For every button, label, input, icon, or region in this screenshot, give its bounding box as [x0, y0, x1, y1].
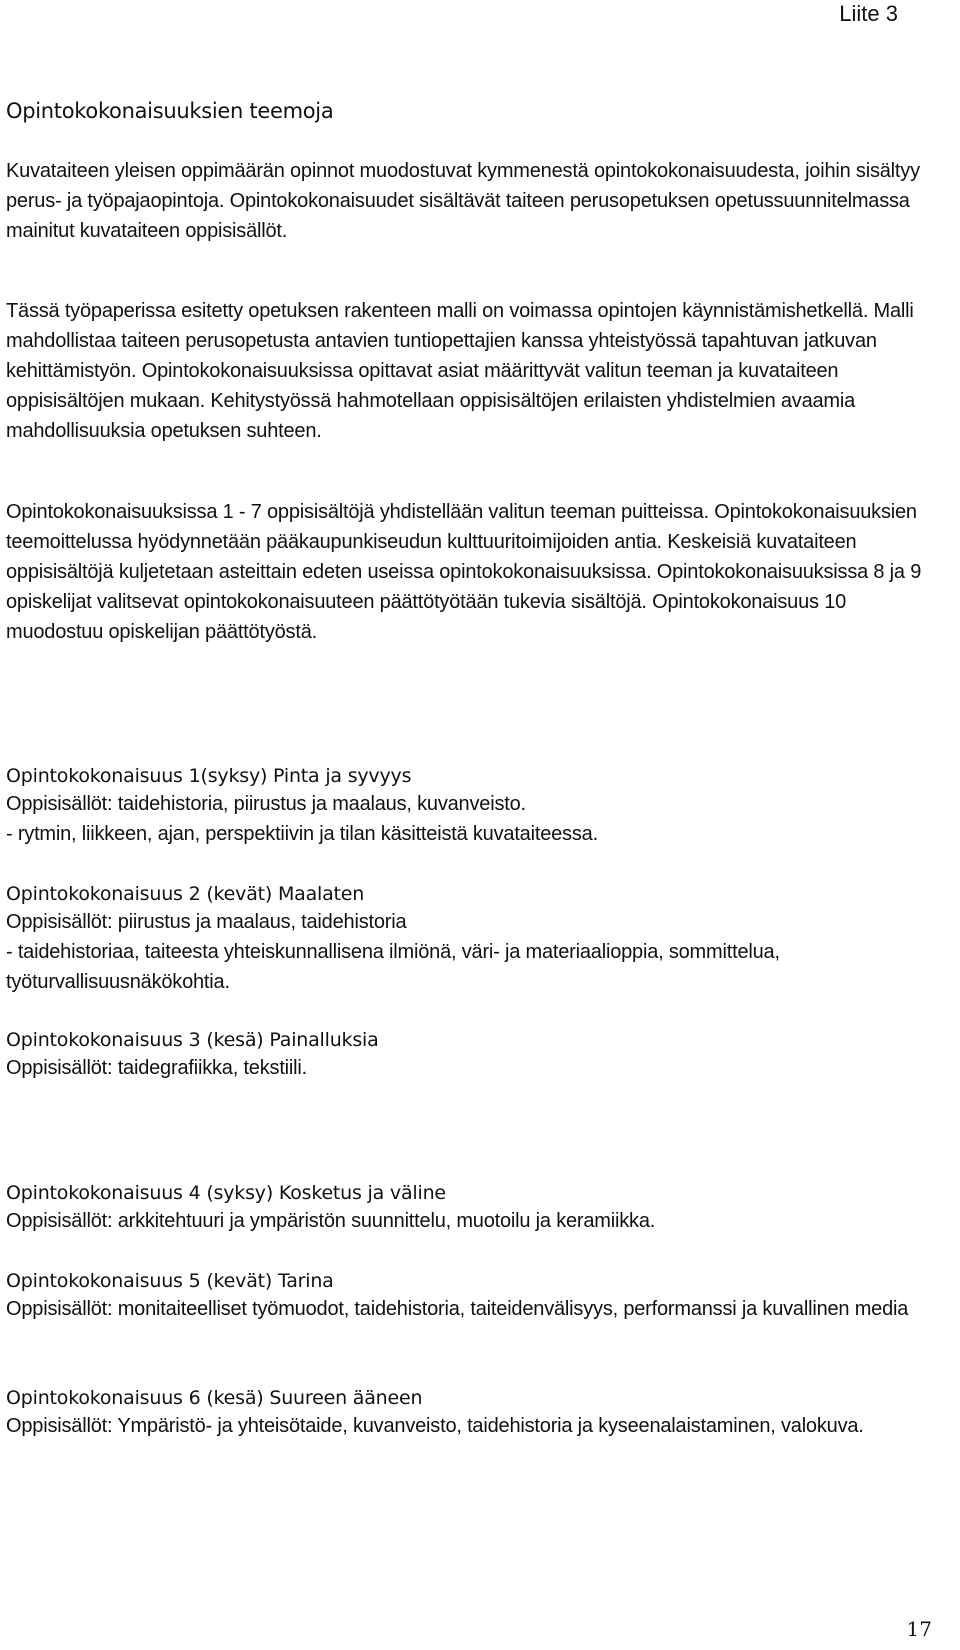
module-4-content: Oppisisällöt: arkkitehtuuri ja ympäristön suunnittelu, muotoilu ja keramiikka.	[6, 1210, 656, 1232]
module-1-content: Oppisisällöt: taidehistoria, piirustus ja maalaus, kuvanveisto.	[6, 793, 526, 815]
page-number: 17	[906, 1617, 932, 1641]
module-1-details: - rytmin, liikkeen, ajan, perspektiivin ja tilan käsitteistä kuvataiteessa.	[6, 823, 598, 845]
module-6-title: Opintokokonaisuus 6 (kesä) Suureen ääneen	[6, 1387, 423, 1409]
appendix-label: Liite 3	[839, 1, 898, 26]
module-3-content: Oppisisällöt: taidegrafiikka, tekstiili.	[6, 1057, 308, 1079]
module-2-details: - taidehistoriaa, taiteesta yhteiskunnallisena ilmiönä, väri- ja materiaalioppia, sommittelua, työturvallisuusnäkökohtia.	[6, 941, 780, 993]
module-3-title: Opintokokonaisuus 3 (kesä) Painalluksia	[6, 1029, 379, 1051]
page-title: Opintokokonaisuuksien teemoja	[6, 99, 334, 123]
module-2-title: Opintokokonaisuus 2 (kevät) Maalaten	[6, 883, 365, 905]
module-2-content: Oppisisällöt: piirustus ja maalaus, taidehistoria	[6, 911, 407, 933]
module-5-title: Opintokokonaisuus 5 (kevät) Tarina	[6, 1270, 334, 1292]
module-4-title: Opintokokonaisuus 4 (syksy) Kosketus ja väline	[6, 1182, 446, 1204]
intro-paragraph-2: Tässä työpaperissa esitetty opetuksen rakenteen malli on voimassa opintojen käynnistämishetkellä. Malli mahdollistaa taiteen perusopetusta antavien tuntiopettajien kanssa yhteistyössä tapahtuvan jatkuvan kehittämistyön. Opintokokonaisuuksissa opittavat asiat määrittyvät valitun teeman ja kuvataiteen oppisisältöjen mukaan. Kehitystyössä hahmotellaan oppisisältöjen erilaisten yhdistelmien avaamia mahdollisuuksia opetuksen suhteen.	[6, 300, 914, 442]
module-1-title: Opintokokonaisuus 1(syksy) Pinta ja syvyys	[6, 765, 412, 787]
module-6-content: Oppisisällöt: Ympäristö- ja yhteisötaide, kuvanveisto, taidehistoria ja kyseenalaistaminen, valokuva.	[6, 1415, 864, 1437]
intro-paragraph-1: Kuvataiteen yleisen oppimäärän opinnot muodostuvat kymmenestä opintokokonaisuudesta, joihin sisältyy perus- ja työpajaopintoja. Opintokokonaisuudet sisältävät taiteen perusopetuksen opetussuunnitelmassa mainitut kuvataiteen oppisisällöt.	[6, 160, 920, 242]
intro-paragraph-3: Opintokokonaisuuksissa 1 - 7 oppisisältöjä yhdistellään valitun teeman puitteissa. Opintokokonaisuuksien teemoittelussa hyödynnetään pääkaupunkiseudun kulttuuritoimijoiden antia. Keskeisiä kuvataiteen oppisisältöjä kuljetetaan asteittain edeten useissa opintokokonaisuuksissa. Opintokokonaisuuksissa 8 ja 9 opiskelijat valitsevat opintokokonaisuuteen päättötyötään tukevia sisältöjä. Opintokokonaisuus 10 muodostuu opiskelijan päättötyöstä.	[6, 501, 922, 643]
module-5-content: Oppisisällöt: monitaiteelliset työmuodot, taidehistoria, taiteidenvälisyys, performanssi ja kuvallinen media	[6, 1298, 909, 1320]
